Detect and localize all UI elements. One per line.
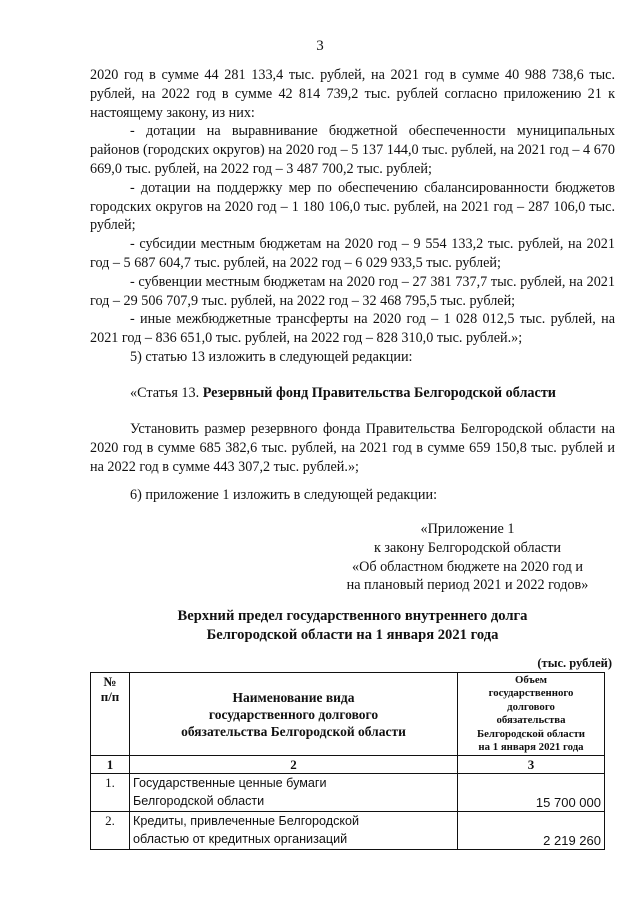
header-line: Наименование вида <box>232 689 355 705</box>
header-line: Белгородской области <box>476 727 586 740</box>
header-line: № <box>103 674 117 689</box>
table-row <box>91 774 605 812</box>
article-heading <box>90 384 615 403</box>
item-5 <box>90 348 615 367</box>
article-prefix: «Статья 13. <box>130 385 200 401</box>
paragraph: - иные межбюджетные трансферты на 2020 год – 1 028 012,5 тыс. рублей, на 2021 год – 836 651,0 тыс. рублей, на 2022 год – 828 310,0 тыс. рублей.»; <box>90 311 615 347</box>
header-line: Объем <box>515 674 547 686</box>
paragraph: 2020 год в сумме 44 281 133,4 тыс. рублей, на 2021 год в сумме 40 988 738,6 тыс. рублей, на 2022 год в сумме 42 814 739,2 тыс. рублей согласно приложению 21 к настоящему закону, из них: <box>90 67 615 121</box>
row-value: 2 219 260 <box>458 812 605 850</box>
row-name: Государственные ценные бумаги Белгородской области <box>130 774 458 812</box>
appendix-reference <box>300 520 635 595</box>
budget-transfers-text <box>90 66 615 348</box>
table-title <box>90 607 615 645</box>
paragraph: 5) статью 13 изложить в следующей редакции: <box>130 349 413 365</box>
paragraph: 6) приложение 1 изложить в следующей редакции: <box>130 487 438 503</box>
paragraph: - дотации на поддержку мер по обеспечению сбалансированности бюджетов городских округов на 2020 год – 1 180 106,0 тыс. рублей, на 2021 год – 287 106,0 тыс. рублей; <box>90 179 615 234</box>
appendix-line: на плановый период 2021 и 2022 годов» <box>346 577 589 594</box>
paragraph: - субвенции местным бюджетам на 2020 год – 27 381 737,7 тыс. рублей, на 2021 год – 29 506 707,9 тыс. рублей, на 2022 год – 32 468 795,5 тыс. рублей; <box>90 273 615 309</box>
article-title: Резервный фонд Правительства Белгородской области <box>202 385 556 401</box>
header-number <box>91 673 130 756</box>
header-line: обязательства <box>496 714 566 727</box>
column-number: 1 <box>91 756 130 774</box>
column-number: 3 <box>458 756 605 774</box>
title-line: Белгородской области на 1 января 2021 года <box>206 627 499 643</box>
table-row <box>91 812 605 850</box>
debt-table <box>90 672 605 850</box>
row-value: 15 700 000 <box>458 774 605 812</box>
paragraph: - субсидии местным бюджетам на 2020 год – 9 554 133,2 тыс. рублей, на 2021 год – 5 687 604,7 тыс. рублей, на 2022 год – 6 029 933,5 тыс. рублей; <box>90 236 615 271</box>
row-number: 2. <box>91 812 130 850</box>
item-6 <box>90 486 615 505</box>
header-line: п/п <box>100 689 120 704</box>
header-line: на 1 января 2021 года <box>478 741 584 754</box>
paragraph: Установить размер резервного фонда Правительства Белгородской области на 2020 год в сумме 685 382,6 тыс. рублей, на 2021 год в сумме 659 150,8 тыс. рублей и на 2022 год в сумме 443 307,2 тыс. рублей.»; <box>90 421 615 475</box>
page-number: 3 <box>316 38 324 54</box>
header-line: государственного <box>488 687 574 700</box>
header-name <box>130 673 458 756</box>
row-number: 1. <box>91 774 130 812</box>
appendix-line: «Об областном бюджете на 2020 год и <box>351 558 584 575</box>
header-volume <box>458 673 605 756</box>
row-name: Кредиты, привлеченные Белгородской областью от кредитных организаций <box>130 812 458 850</box>
table-header-row <box>91 673 605 756</box>
appendix-line: «Приложение 1 <box>420 521 515 537</box>
header-line: государственного долгового <box>208 706 379 722</box>
appendix-line: к закону Белгородской области <box>373 539 562 556</box>
column-number: 2 <box>130 756 458 774</box>
column-number-row <box>91 756 605 774</box>
header-line: долгового <box>507 700 555 713</box>
header-line: обязательства Белгородской области <box>181 723 406 739</box>
unit-label: (тыс. рублей) <box>537 656 612 670</box>
title-line: Верхний предел государственного внутреннего долга <box>177 608 528 624</box>
paragraph: - дотации на выравнивание бюджетной обеспеченности муниципальных районов (городских округов) на 2020 год – 5 137 144,0 тыс. рублей, на 2021 год – 4 670 669,0 тыс. рублей, на 2022 год – 3 487 700,2 тыс. рублей; <box>90 123 615 177</box>
article-text <box>90 420 615 476</box>
